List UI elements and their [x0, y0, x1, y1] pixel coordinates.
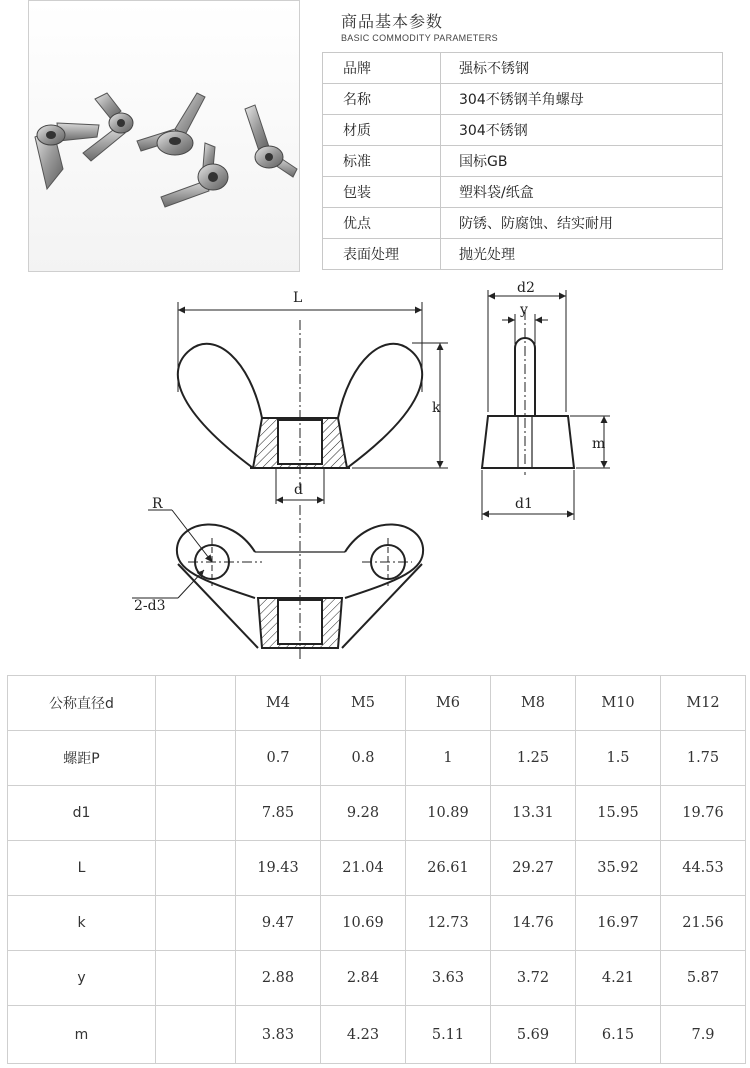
- spec-row: [8, 896, 746, 951]
- dim-2d3: 2-d3: [134, 598, 166, 614]
- spec-size: M5: [321, 676, 406, 731]
- spec-cell: 2.88: [236, 951, 321, 1006]
- spec-cell: 14.76: [491, 896, 576, 951]
- spec-cell: 1.75: [661, 731, 746, 786]
- param-value: 304不锈钢羊角螺母: [441, 84, 723, 115]
- spec-cell: 44.53: [661, 841, 746, 896]
- spec-cell: 12.73: [406, 896, 491, 951]
- param-row: [323, 208, 723, 239]
- param-table: [322, 52, 723, 270]
- spec-spacer: [156, 731, 236, 786]
- spec-row: [8, 1006, 746, 1064]
- param-row: [323, 53, 723, 84]
- spec-spacer: [156, 896, 236, 951]
- spec-size: M6: [406, 676, 491, 731]
- spec-cell: 19.43: [236, 841, 321, 896]
- spec-cell: 10.69: [321, 896, 406, 951]
- param-key: 包装: [323, 177, 441, 208]
- spec-cell: 13.31: [491, 786, 576, 841]
- dim-k: k: [432, 400, 441, 416]
- spec-row: [8, 731, 746, 786]
- dim-d1: d1: [515, 496, 533, 512]
- param-value: 抛光处理: [441, 239, 723, 270]
- param-value: 防锈、防腐蚀、结实耐用: [441, 208, 723, 239]
- spec-size: M8: [491, 676, 576, 731]
- spec-cell: 15.95: [576, 786, 661, 841]
- spec-cell: 0.7: [236, 731, 321, 786]
- dim-L: L: [293, 290, 303, 306]
- dim-d: d: [294, 482, 303, 498]
- spec-cell: 26.61: [406, 841, 491, 896]
- spec-header-row: [8, 676, 746, 731]
- spec-size: M10: [576, 676, 661, 731]
- param-row: [323, 84, 723, 115]
- spec-row: [8, 786, 746, 841]
- param-row: [323, 146, 723, 177]
- dim-d2: d2: [517, 280, 535, 296]
- params-title: 商品基本参数: [341, 12, 444, 31]
- spec-cell: 5.87: [661, 951, 746, 1006]
- spec-row: [8, 841, 746, 896]
- spec-cell: 1.25: [491, 731, 576, 786]
- spec-spacer: [156, 676, 236, 731]
- side-view: [482, 338, 574, 468]
- spec-size: M12: [661, 676, 746, 731]
- spec-cell: 21.04: [321, 841, 406, 896]
- spec-cell: 1: [406, 731, 491, 786]
- product-photo: [28, 0, 300, 272]
- param-value: 304不锈钢: [441, 115, 723, 146]
- spec-cell: 7.85: [236, 786, 321, 841]
- params-subtitle: BASIC COMMODITY PARAMETERS: [341, 33, 498, 43]
- spec-cell: 29.27: [491, 841, 576, 896]
- param-key: 标准: [323, 146, 441, 177]
- spec-cell: 16.97: [576, 896, 661, 951]
- spec-cell: 3.72: [491, 951, 576, 1006]
- param-key: 表面处理: [323, 239, 441, 270]
- spec-table: [7, 675, 746, 1064]
- param-row: [323, 115, 723, 146]
- param-row: [323, 239, 723, 270]
- spec-spacer: [156, 786, 236, 841]
- spec-spacer: [156, 951, 236, 1006]
- spec-cell: 1.5: [576, 731, 661, 786]
- spec-cell: 9.28: [321, 786, 406, 841]
- spec-row-label: y: [8, 951, 156, 1006]
- spec-cell: 3.83: [236, 1006, 321, 1064]
- spec-row-label: m: [8, 1006, 156, 1064]
- spec-cell: 0.8: [321, 731, 406, 786]
- param-key: 名称: [323, 84, 441, 115]
- spec-cell: 19.76: [661, 786, 746, 841]
- param-key: 优点: [323, 208, 441, 239]
- dim-R: R: [152, 496, 163, 512]
- spec-row-label: d1: [8, 786, 156, 841]
- spec-cell: 5.69: [491, 1006, 576, 1064]
- dim-y: y: [520, 302, 528, 318]
- spec-cell: 4.21: [576, 951, 661, 1006]
- spec-cell: 35.92: [576, 841, 661, 896]
- spec-row-label: k: [8, 896, 156, 951]
- spec-cell: 21.56: [661, 896, 746, 951]
- spec-spacer: [156, 1006, 236, 1064]
- wing-nuts-image: [29, 1, 300, 272]
- spec-cell: 3.63: [406, 951, 491, 1006]
- spec-header-label: 公称直径d: [8, 676, 156, 731]
- dim-m: m: [592, 436, 606, 452]
- spec-cell: 9.47: [236, 896, 321, 951]
- spec-row-label: L: [8, 841, 156, 896]
- param-key: 材质: [323, 115, 441, 146]
- spec-row: [8, 951, 746, 1006]
- spec-row-label: 螺距P: [8, 731, 156, 786]
- spec-spacer: [156, 841, 236, 896]
- technical-drawing: [0, 280, 750, 670]
- spec-cell: 4.23: [321, 1006, 406, 1064]
- spec-cell: 5.11: [406, 1006, 491, 1064]
- spec-cell: 2.84: [321, 951, 406, 1006]
- spec-size: M4: [236, 676, 321, 731]
- spec-cell: 10.89: [406, 786, 491, 841]
- spec-cell: 7.9: [661, 1006, 746, 1064]
- param-value: 国标GB: [441, 146, 723, 177]
- param-value: 塑料袋/纸盒: [441, 177, 723, 208]
- param-row: [323, 177, 723, 208]
- spec-cell: 6.15: [576, 1006, 661, 1064]
- param-key: 品牌: [323, 53, 441, 84]
- param-value: 强标不锈钢: [441, 53, 723, 84]
